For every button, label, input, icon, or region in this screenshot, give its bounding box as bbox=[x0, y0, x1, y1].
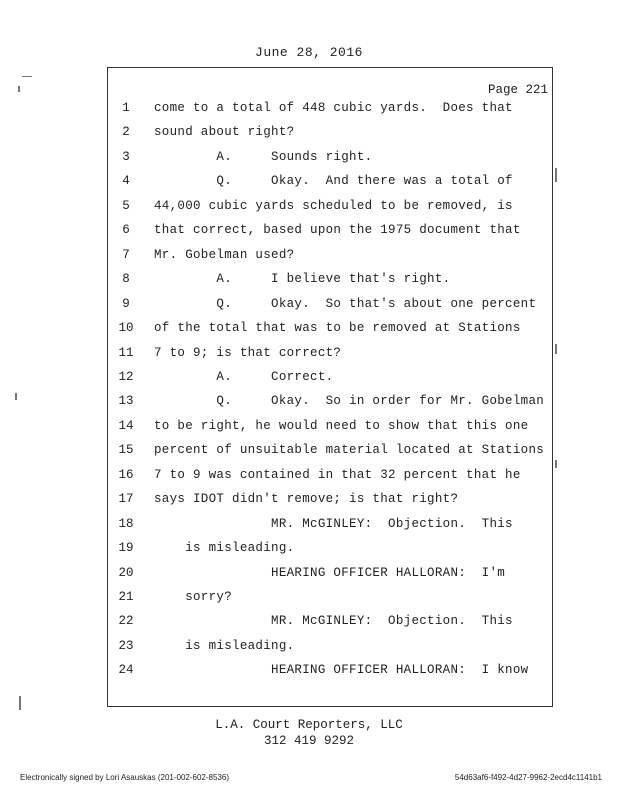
line-number: 14 bbox=[118, 418, 134, 433]
line-text: HEARING OFFICER HALLORAN: I'm bbox=[154, 565, 506, 580]
page-number: Page 221 bbox=[487, 83, 548, 97]
transcript-line bbox=[107, 590, 553, 614]
transcript-line bbox=[107, 468, 553, 492]
line-number: 21 bbox=[118, 590, 134, 604]
line-text: HEARING OFFICER HALLORAN: I know bbox=[154, 663, 529, 678]
transcript-line bbox=[107, 541, 553, 565]
line-number: 13 bbox=[118, 394, 134, 409]
transcript-line bbox=[107, 150, 553, 174]
reporter-phone: 312 419 9292 bbox=[263, 734, 354, 748]
line-text: A. Sounds right. bbox=[154, 149, 373, 164]
document-hash: 54d63af6-f492-4d27-9962-2ecd4c1141b1 bbox=[454, 773, 602, 782]
transcript-line bbox=[107, 125, 553, 149]
line-number: 17 bbox=[118, 492, 134, 507]
line-text: Q. Okay. So that's about one percent bbox=[154, 296, 537, 311]
transcript-line bbox=[107, 223, 553, 247]
line-number: 5 bbox=[122, 198, 130, 213]
transcript-line bbox=[107, 272, 553, 296]
line-number: 1 bbox=[122, 101, 130, 115]
line-number: 19 bbox=[118, 541, 134, 556]
transcript-line bbox=[107, 321, 553, 345]
line-number: 22 bbox=[118, 614, 134, 629]
reporter-name: L.A. Court Reporters, LLC bbox=[215, 718, 403, 732]
transcript-line bbox=[107, 174, 553, 198]
line-number: 12 bbox=[118, 369, 134, 384]
scan-mark bbox=[555, 344, 557, 354]
transcript-line bbox=[107, 370, 553, 394]
scan-mark bbox=[15, 393, 17, 400]
transcript-line bbox=[107, 248, 553, 272]
line-text: percent of unsuitable material located at Stations bbox=[154, 443, 545, 458]
transcript-line bbox=[107, 443, 553, 467]
line-text: Mr. Gobelman used? bbox=[154, 247, 295, 262]
line-number: 3 bbox=[122, 149, 130, 164]
line-text: is misleading. bbox=[154, 541, 295, 556]
scan-mark bbox=[555, 168, 557, 182]
line-text: Q. Okay. And there was a total of bbox=[154, 174, 513, 189]
transcript-line bbox=[107, 394, 553, 418]
line-text: 44,000 cubic yards scheduled to be removed, is bbox=[154, 198, 513, 213]
transcript-line bbox=[107, 663, 553, 687]
transcript-line bbox=[107, 297, 553, 321]
line-text: says IDOT didn't remove; is that right? bbox=[154, 492, 459, 507]
line-number: 2 bbox=[122, 125, 130, 140]
line-number: 11 bbox=[118, 345, 134, 360]
line-text: A. Correct. bbox=[154, 369, 334, 384]
transcript-line bbox=[107, 517, 553, 541]
transcript-date: June 28, 2016 bbox=[255, 45, 363, 60]
line-text: 7 to 9; is that correct? bbox=[154, 345, 342, 360]
line-text: of the total that was to be removed at Stations bbox=[154, 321, 521, 336]
scan-mark bbox=[19, 696, 21, 710]
transcript-line bbox=[107, 566, 553, 590]
line-text: to be right, he would need to show that this one bbox=[154, 418, 529, 433]
line-number: 4 bbox=[122, 174, 130, 189]
line-number: 10 bbox=[118, 321, 134, 336]
line-text: is misleading. bbox=[154, 638, 295, 653]
electronic-signature: Electronically signed by Lori Asauskas (201-002-602-8536) bbox=[20, 773, 230, 782]
line-text: that correct, based upon the 1975 document that bbox=[154, 223, 521, 238]
line-number: 16 bbox=[118, 467, 134, 482]
line-text: Q. Okay. So in order for Mr. Gobelman bbox=[154, 394, 545, 409]
scan-mark bbox=[555, 460, 557, 468]
transcript-line bbox=[107, 419, 553, 443]
scan-mark bbox=[18, 86, 20, 92]
line-text: 7 to 9 was contained in that 32 percent that he bbox=[154, 467, 521, 482]
transcript-line bbox=[107, 199, 553, 223]
line-number: 6 bbox=[122, 223, 130, 238]
line-number: 8 bbox=[122, 272, 130, 287]
line-text: come to a total of 448 cubic yards. Does that bbox=[154, 101, 513, 115]
reporter-footer bbox=[0, 717, 618, 749]
line-number: 20 bbox=[118, 565, 134, 580]
line-number: 15 bbox=[118, 443, 134, 458]
transcript-line bbox=[107, 101, 553, 125]
line-number: 24 bbox=[118, 663, 134, 678]
line-number: 9 bbox=[122, 296, 130, 311]
scan-mark bbox=[22, 76, 32, 77]
transcript-line bbox=[107, 492, 553, 516]
line-text: MR. McGINLEY: Objection. This bbox=[154, 614, 513, 629]
line-number: 23 bbox=[118, 638, 134, 653]
transcript-line bbox=[107, 614, 553, 638]
line-text: sound about right? bbox=[154, 125, 295, 140]
line-text: A. I believe that's right. bbox=[154, 272, 451, 287]
line-text: sorry? bbox=[154, 590, 233, 604]
line-number: 7 bbox=[122, 247, 130, 262]
transcript-line bbox=[107, 639, 553, 663]
line-text: MR. McGINLEY: Objection. This bbox=[154, 516, 513, 531]
line-number: 18 bbox=[118, 516, 134, 531]
transcript-line bbox=[107, 346, 553, 370]
